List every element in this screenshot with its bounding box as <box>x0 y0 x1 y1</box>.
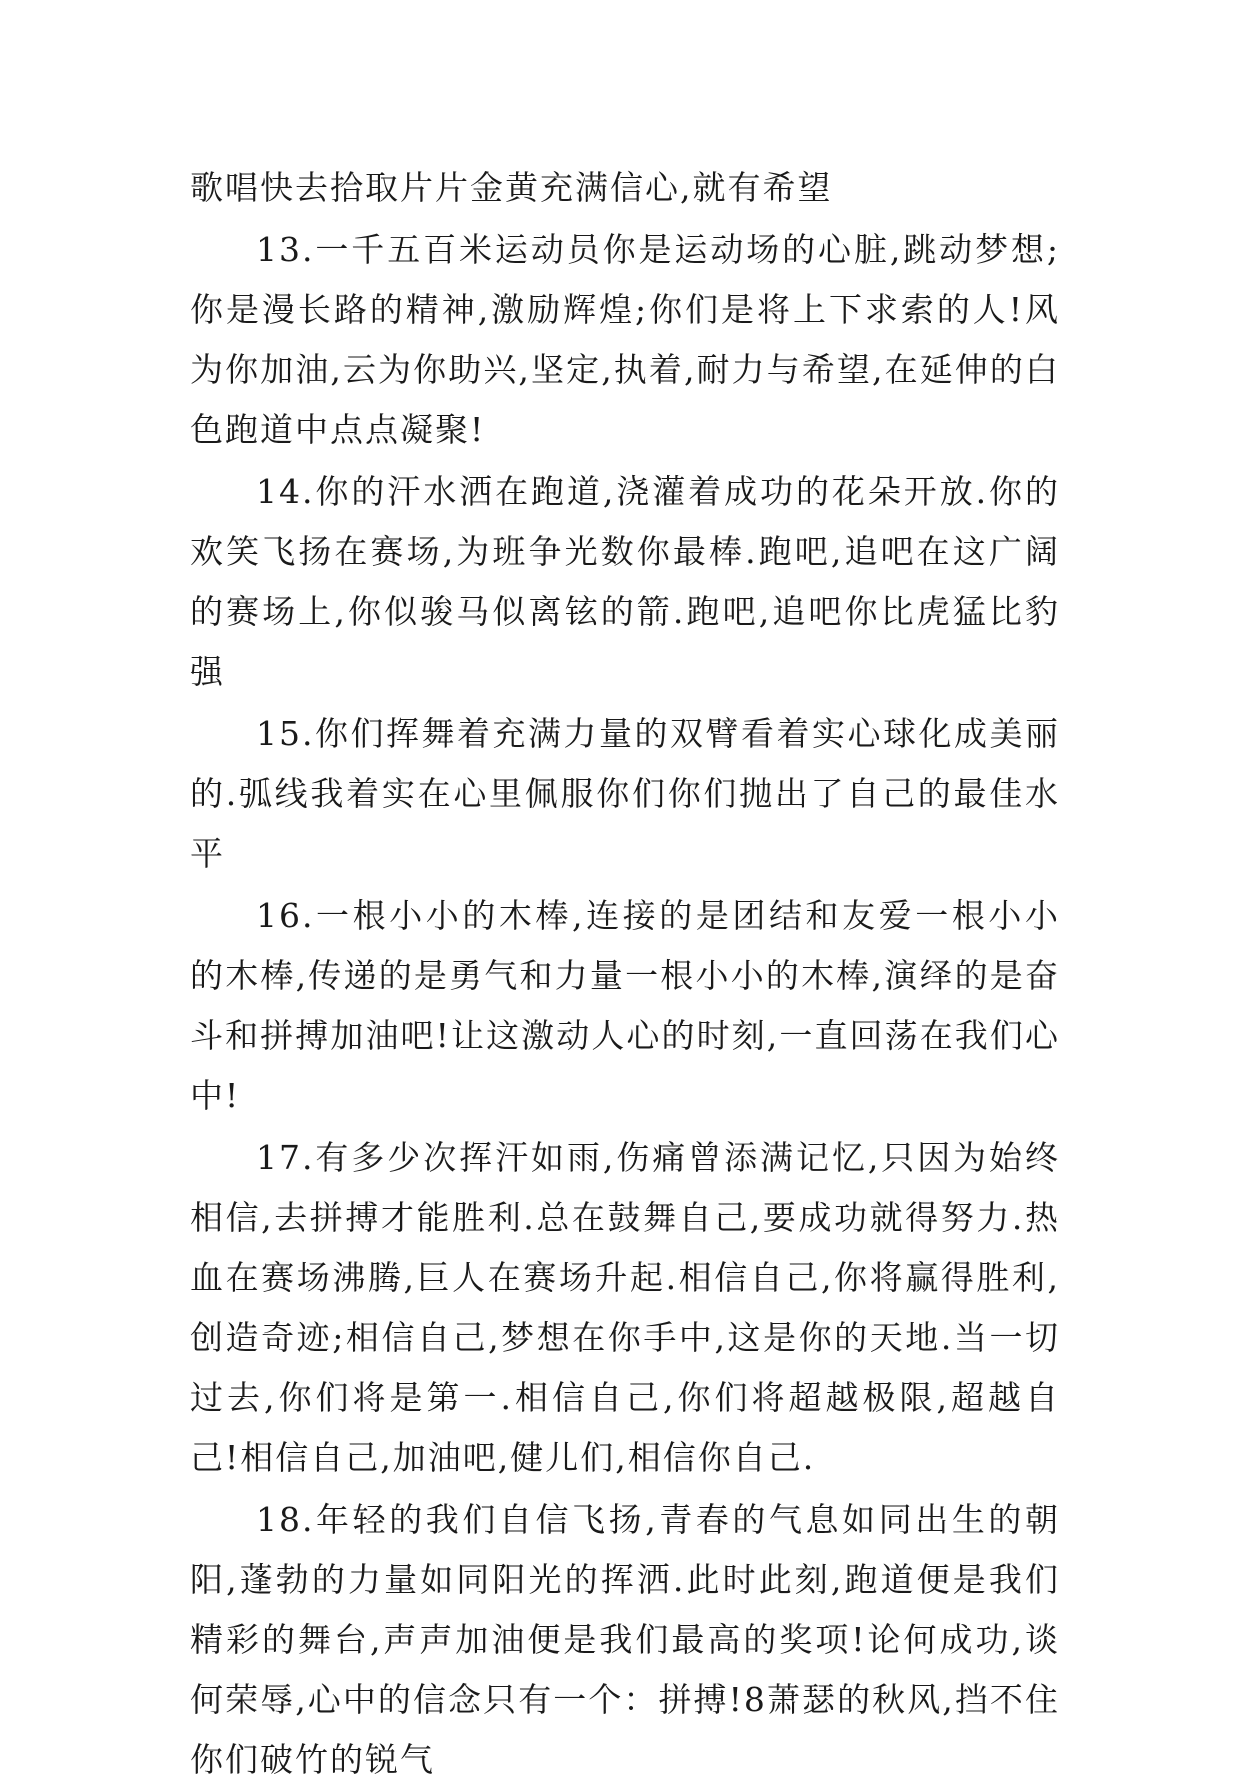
paragraph-14: 14.你的汗水洒在跑道,浇灌着成功的花朵开放.你的欢笑飞扬在赛场,为班争光数你最棒.跑吧,追吧在这广阔的赛场上,你似骏马似离铉的箭.跑吧,追吧你比虎猛比豹强 <box>190 472 1060 691</box>
paragraph-18: 18.年轻的我们自信飞扬,青春的气息如同出生的朝阳,蓬勃的力量如同阳光的挥洒.此时此刻,跑道便是我们精彩的舞台,声声加油便是我们最高的奖项!论何成功,谈何荣辱,心中的信念只有一个：拼搏!8萧瑟的秋风,挡不住你们破竹的锐气 <box>190 1500 1060 1779</box>
document-body <box>190 158 1060 1792</box>
paragraph-13: 13.一千五百米运动员你是运动场的心脏,跳动梦想;你是漫长路的精神,激励辉煌;你们是将上下求索的人!风为你加油,云为你助兴,坚定,执着,耐力与希望,在延伸的白色跑道中点点凝聚! <box>190 230 1060 449</box>
paragraph-intro: 歌唱快去拾取片片金黄充满信心,就有希望 <box>190 168 833 207</box>
paragraph-15: 15.你们挥舞着充满力量的双臂看着实心球化成美丽的.弧线我着实在心里佩服你们你们抛出了自己的最佳水平 <box>190 714 1060 873</box>
paragraph-16: 16.一根小小的木棒,连接的是团结和友爱一根小小的木棒,传递的是勇气和力量一根小小的木棒,演绎的是奋斗和拼搏加油吧!让这激动人心的时刻,一直回荡在我们心中! <box>190 896 1060 1115</box>
paragraph-17: 17.有多少次挥汗如雨,伤痛曾添满记忆,只因为始终相信,去拼搏才能胜利.总在鼓舞自己,要成功就得努力.热血在赛场沸腾,巨人在赛场升起.相信自己,你将赢得胜利,创造奇迹;相信自己,梦想在你手中,这是你的天地.当一切过去,你们将是第一.相信自己,你们将超越极限,超越自己!相信自己,加油吧,健儿们,相信你自己. <box>190 1138 1060 1477</box>
